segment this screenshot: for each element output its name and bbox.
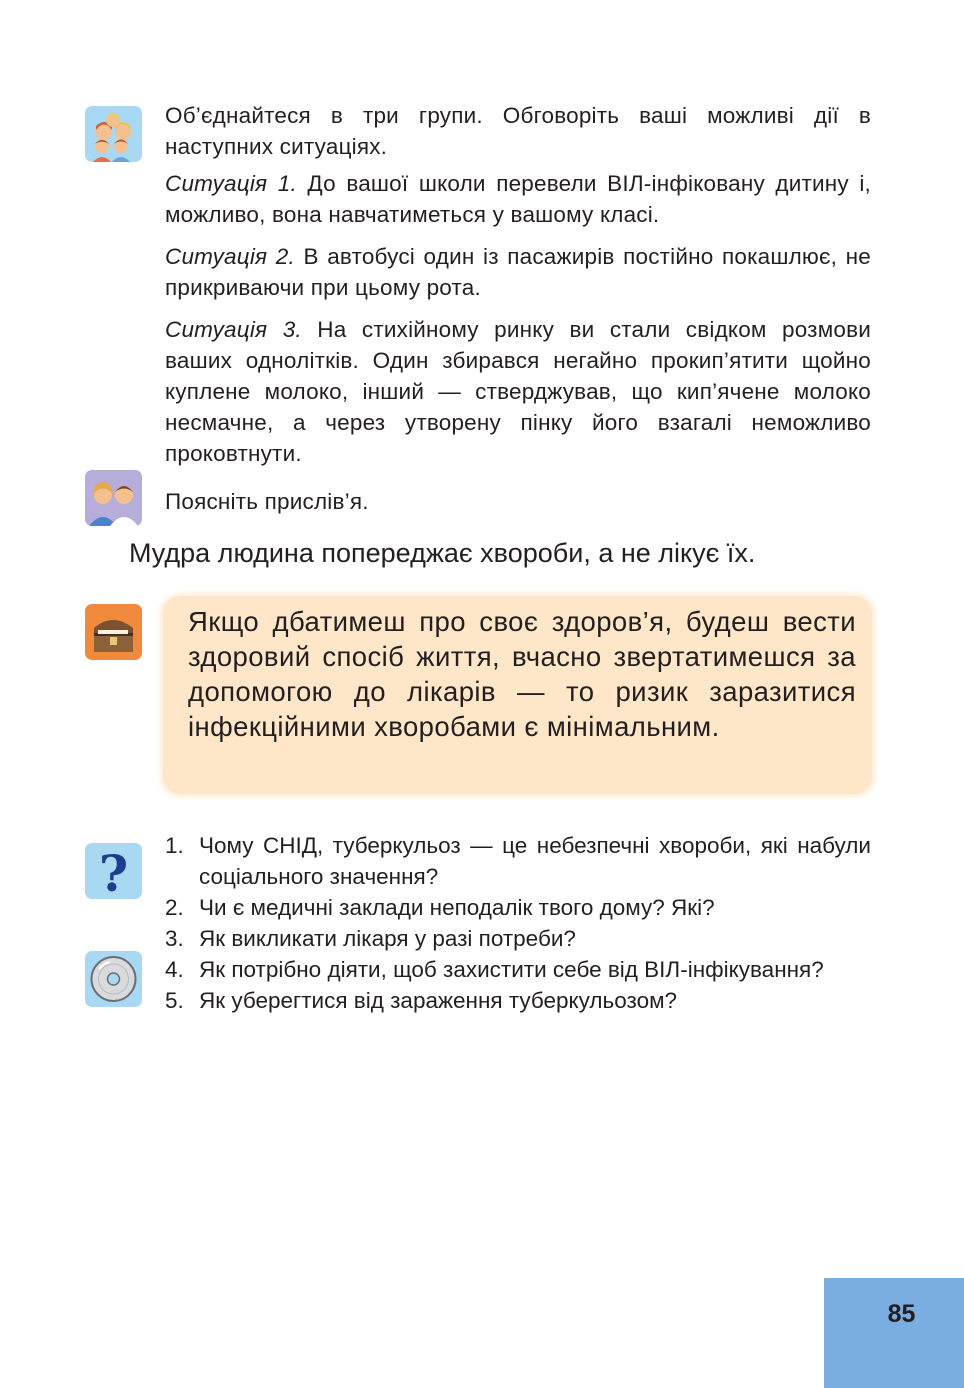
pair-work-icon — [85, 470, 142, 526]
treasure-chest-icon — [85, 604, 142, 660]
situation-3 — [165, 314, 871, 469]
situation-label: Ситуація 2. — [165, 244, 295, 269]
situation-label: Ситуація 3. — [165, 317, 302, 342]
rule-text: Якщо дбатимеш про своє здоров’я, будеш вести здоровий спосіб життя, вчасно звертатимешся за допомогою до лікарів — то ризик заразитися інфекційними хворобами є мінімальним. — [188, 606, 856, 742]
proverb-task: Поясніть прислів’я. — [165, 489, 369, 514]
situation-text: До вашої школи перевели ВІЛ-інфіковану дитину і, можливо, вона навчатиметься у вашому класі. — [165, 171, 872, 227]
page-number: 85 — [887, 1300, 916, 1328]
question-item: 4. Як потрібно діяти, щоб захистити себе від ВІЛ-інфікування? — [165, 957, 824, 982]
question-item: 1. Чому СНІД, туберкульоз — це небезпечні хвороби, які набули соціального значення? — [165, 833, 871, 889]
question-item: 2. Чи є медичні заклади неподалік твого дому? Які? — [165, 895, 715, 920]
situation-2 — [165, 241, 871, 303]
question-mark-icon — [85, 843, 142, 899]
group-work-icon — [85, 106, 142, 162]
svg-text:?: ? — [98, 844, 129, 899]
task-intro: Об’єднайтеся в три групи. Обговоріть ваші можливі дії в наступних ситуаціях. — [165, 103, 871, 159]
question-item: 5. Як уберегтися від зараження туберкульозом? — [165, 988, 678, 1013]
situation-label: Ситуація 1. — [165, 171, 297, 196]
situation-text: В автобусі один із пасажирів постійно покашлює, не прикриваючи при цьому рота. — [165, 244, 871, 300]
questions-list — [165, 830, 871, 1016]
cd-disc-icon — [85, 951, 142, 1007]
situation-text: На стихійному ринку ви стали свідком розмови ваших однолітків. Один збирався негайно прокип’ятити щойно куплене молоко, інший — стверджував, що кип’ячене молоко несмачне, а через утворену пінку його взагалі неможливо проковтнути. — [165, 317, 872, 466]
situation-1 — [165, 168, 871, 230]
rule-box — [163, 596, 872, 794]
proverb: Мудра людина попереджає хвороби, а не лікує їх. — [129, 538, 756, 568]
page-number-tab — [824, 1278, 964, 1388]
question-item: 3. Як викликати лікаря у разі потреби? — [165, 926, 576, 951]
